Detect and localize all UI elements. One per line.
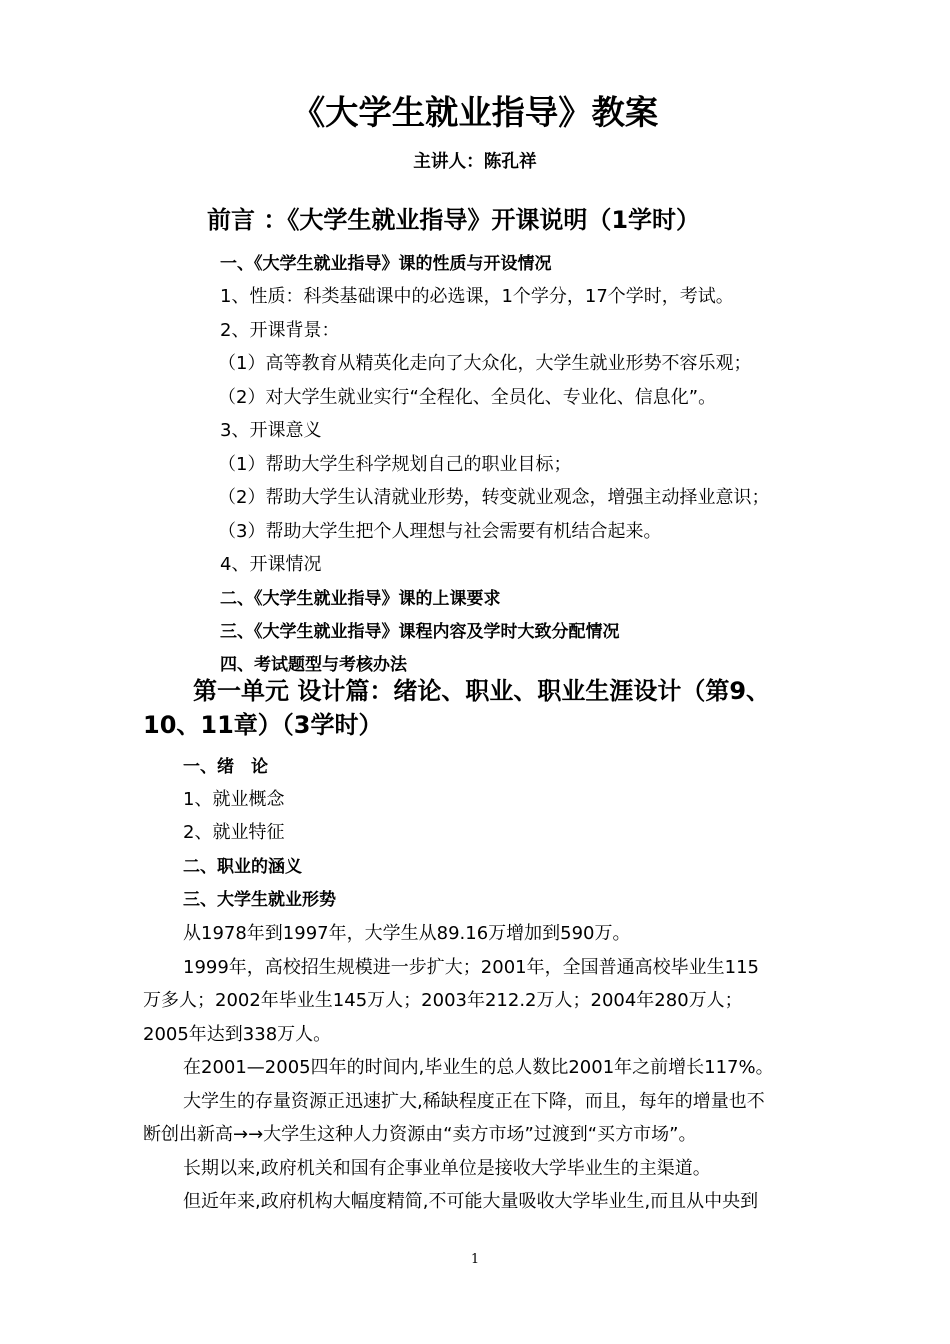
preface-item-3-1: （1）帮助大学生科学规划自己的职业目标； — [218, 454, 572, 475]
preface-item-2-1: （1）高等教育从精英化走向了大众化，大学生就业形势不容乐观； — [218, 353, 752, 374]
paragraph-3: 在2001—2005四年的时间内,毕业生的总人数比2001年之前增长117%。 — [183, 1057, 774, 1078]
paragraph-6: 但近年来,政府机构大幅度精简,不可能大量吸收大学毕业生,而且从中央到 — [183, 1191, 759, 1212]
paragraph-2-line-2: 万多人；2002年毕业生145万人；2003年212.2万人；2004年280万人； — [143, 990, 743, 1011]
preface-item-4: 4、开课情况 — [220, 554, 322, 575]
unit-1-section-2-heading: 二、职业的涵义 — [183, 857, 302, 877]
unit-1-section-1-heading: 一、绪 论 — [183, 757, 268, 777]
preface-item-3-3: （3）帮助大学生把个人理想与社会需要有机结合起来。 — [218, 521, 662, 542]
unit-1-heading-line-1: 第一单元 设计篇：绪论、职业、职业生涯设计（第9、 — [193, 677, 771, 705]
preface-section-4-heading: 四、考试题型与考核办法 — [220, 655, 407, 675]
document-title: 《大学生就业指导》教案 — [291, 93, 659, 132]
page-number: 1 — [470, 1252, 480, 1267]
paragraph-4-line-2: 断创出新高→→大学生这种人力资源由“卖方市场”过渡到“买方市场”。 — [143, 1124, 697, 1145]
preface-section-3-heading: 三、《大学生就业指导》课程内容及学时大致分配情况 — [220, 622, 620, 642]
preface-item-3: 3、开课意义 — [220, 420, 322, 441]
preface-heading: 前言 ：《大学生就业指导》开课说明（1学时） — [207, 206, 701, 234]
preface-item-1: 1、性质：科类基础课中的必选课，1个学分，17个学时，考试。 — [220, 286, 734, 307]
paragraph-5: 长期以来,政府机关和国有企事业单位是接收大学毕业生的主渠道。 — [183, 1158, 711, 1179]
unit-1-section-3-heading: 三、大学生就业形势 — [183, 890, 336, 910]
preface-item-2: 2、开课背景： — [220, 320, 340, 341]
preface-item-2-2: （2）对大学生就业实行“全程化、全员化、专业化、信息化”。 — [218, 387, 717, 408]
preface-section-2-heading: 二、《大学生就业指导》课的上课要求 — [220, 589, 501, 609]
paragraph-1: 从1978年到1997年，大学生从89.16万增加到590万。 — [183, 923, 631, 944]
paragraph-4-line-1: 大学生的存量资源正迅速扩大,稀缺程度正在下降，而且，每年的增量也不 — [183, 1091, 765, 1112]
preface-section-1-heading: 一、《大学生就业指导》课的性质与开设情况 — [220, 254, 552, 274]
paragraph-2-line-3: 2005年达到338万人。 — [143, 1024, 332, 1045]
unit-1-section-1-item-2: 2、就业特征 — [183, 822, 285, 843]
unit-1-heading-line-2: 10、11章）（3学时） — [143, 711, 383, 739]
lecturer: 主讲人：陈孔祥 — [413, 152, 537, 172]
paragraph-2-line-1: 1999年，高校招生规模进一步扩大；2001年，全国普通高校毕业生115 — [183, 957, 759, 978]
preface-item-3-2: （2）帮助大学生认清就业形势，转变就业观念，增强主动择业意识； — [218, 487, 770, 508]
unit-1-section-1-item-1: 1、就业概念 — [183, 789, 285, 810]
